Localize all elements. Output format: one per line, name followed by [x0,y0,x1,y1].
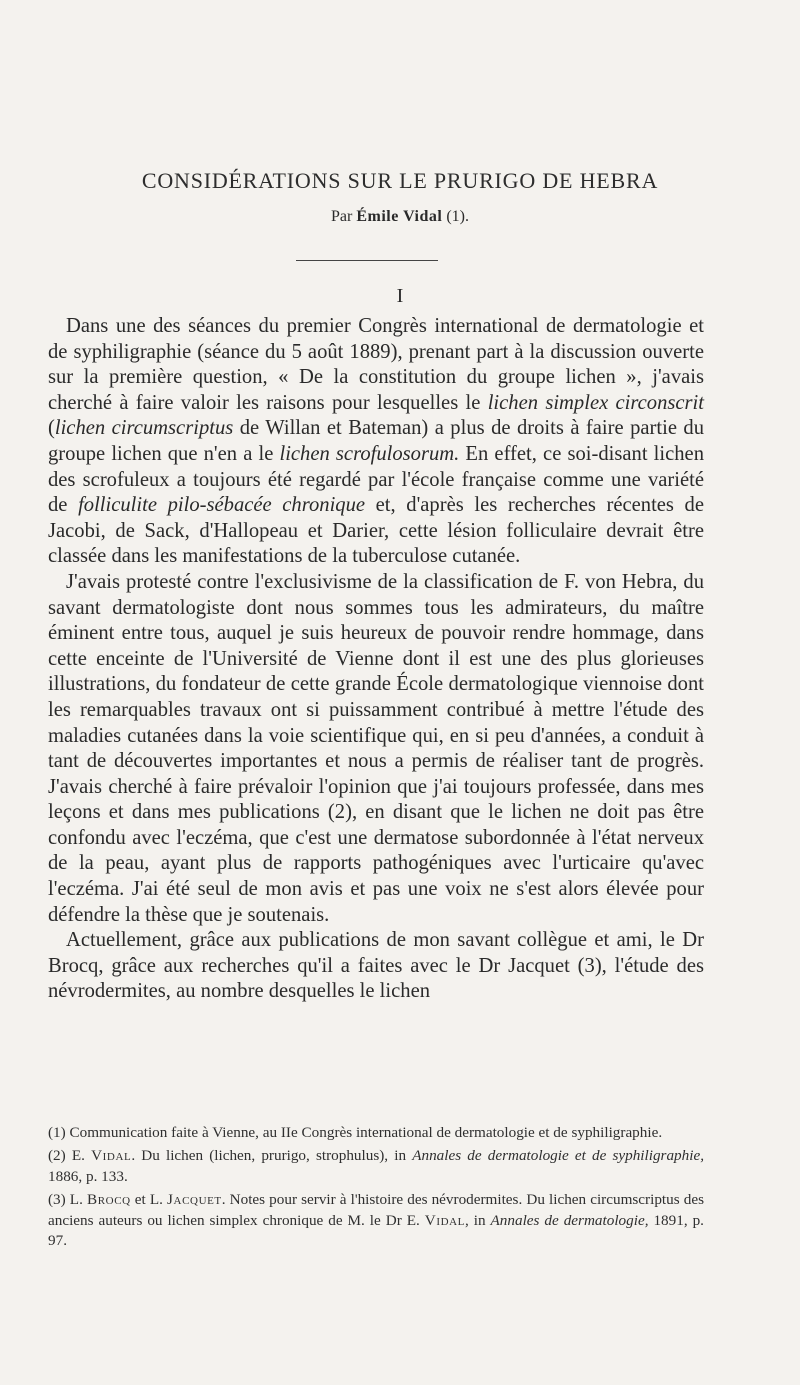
text-run: 1886, p. 133. [48,1167,128,1185]
text-run: (3) L. [48,1191,87,1209]
footnote-3 [48,1190,704,1251]
byline [0,208,800,226]
text-run: , in [465,1211,491,1229]
by-prefix: Par [331,208,357,225]
author-name-smallcaps: Vidal [91,1147,132,1165]
italic-term: lichen simplex circonscrit [487,391,704,414]
body-text [48,314,704,1005]
text-run: de Willan et Bateman) a plus de droits à faire partie du groupe lichen que n'en a le [48,417,705,465]
article-title: CONSIDÉRATIONS SUR LE PRURIGO DE HEBRA [141,168,659,193]
text-run: . Notes pour servir à l'histoire des névrodermites. Du lichen circumscriptus des anciens auteurs ou lichen simplex chronique de M. le Dr E. [48,1191,704,1229]
italic-term: lichen circumscriptus [54,417,234,440]
text-run: Dans une des séances du premier Congrès international de dermatologie et de syphiligraphie (séance du 5 août 1889), prenant part à la discussion ouverte sur la première question, « De la constitution du groupe lichen », j'avais cherché à faire valoir les raisons pour lesquelles le [48,315,704,414]
paragraph-3: Actuellement, grâce aux publications de mon savant collègue et ami, le Dr Brocq, grâce aux recherches qu'il a faites avec le Dr Jacquet (3), l'étude des névrodermites, au nombre desquelles le lichen [48,929,704,1003]
author-name-smallcaps: Vidal [424,1211,465,1229]
journal-title: Annales de dermatologie, [490,1211,649,1229]
text-run: 1891, p. 97. [48,1211,704,1250]
title-divider [296,260,438,261]
italic-term: folliculite pilo-sébacée chronique [78,494,366,517]
paragraph-2: J'avais protesté contre l'exclusivisme de la classification de F. von Hebra, du savant dermatologiste dont nous sommes tous les admirateurs, du maître éminent entre tous, auquel je suis heureux de pouvoir rendre hommage, dans cette enceinte de l'Université de Vienne dont il est une des plus glorieuses illustrations, du fondateur de cette grande École dermatologique viennoise dont les remarquables travaux ont si puissamment contribué à mettre l'étude des maladies cutanées dans la voie scientifique qui, en si peu d'années, a conduit à tant de découvertes importantes et nous a permis de réaliser tant de progrès. J'avais cherché à faire prévaloir l'opinion que j'ai toujours professée, dans mes leçons et dans mes publications (2), en disant que le lichen ne doit pas être confondu avec l'eczéma, que c'est une dermatose subordonnée à l'état nerveux de la peau, ayant plus de rapports pathogéniques avec l'urticaire qu'avec l'eczéma. J'ai été seul de mon avis et pas une voix ne s'est alors élevée pour défendre la thèse que je soutenais. [48,570,704,926]
text-run: En effet, ce soi-disant lichen des scrofuleux a toujours été regardé par l'école française comme une variété de [48,442,704,517]
footnote-2 [48,1146,704,1187]
text-run: (2) E. [48,1147,92,1165]
text-run: ( [48,417,55,440]
footnote-1: (1) Communication faite à Vienne, au IIe Congrès international de dermatologie et de syphiligraphie. [48,1124,663,1141]
author-name-smallcaps: Jacquet [167,1191,222,1209]
footnotes [48,1123,704,1254]
author-name: Émile Vidal [356,208,443,225]
author-name-smallcaps: Brocq [86,1191,131,1209]
text-run: . Du lichen (lichen, prurigo, strophulus), in [131,1147,413,1165]
text-run: et L. [130,1191,168,1209]
byline-note-ref: (1). [442,208,469,225]
section-number: I [396,285,404,307]
journal-title: Annales de dermatologie et de syphiligraphie, [412,1147,704,1165]
paragraph-1 [48,314,704,570]
italic-term: lichen scrofulosorum. [279,442,460,465]
text-run: et, d'après les recherches récentes de Jacobi, de Sack, d'Hallopeau et Darier, cette lésion folliculaire devrait être classée dans les manifestations de la tuberculose cutanée. [48,494,704,568]
